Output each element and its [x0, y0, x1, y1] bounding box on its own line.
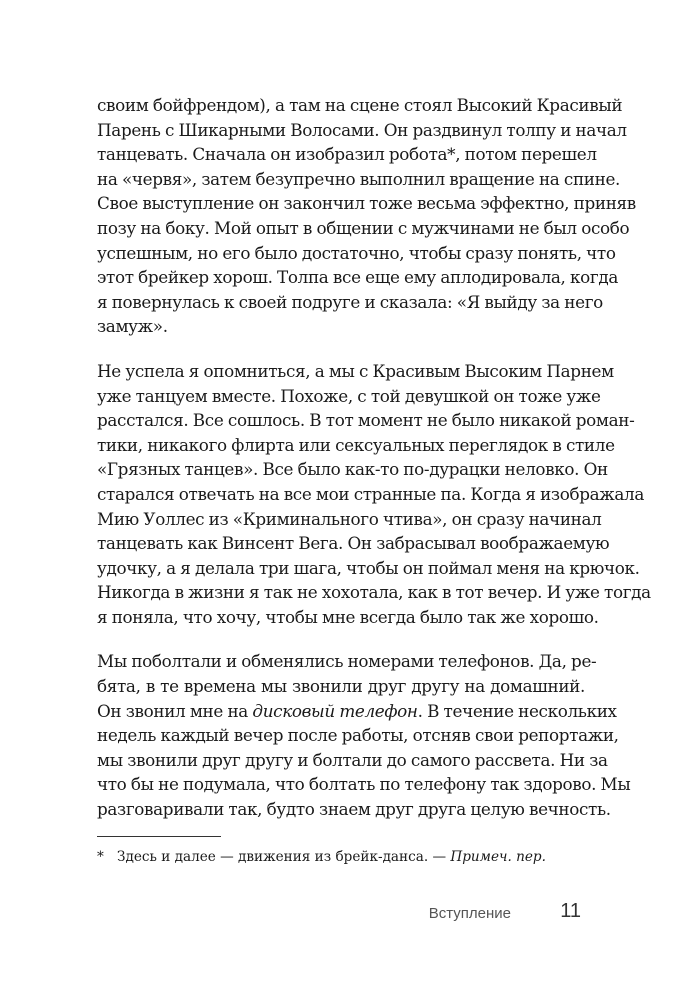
paragraph-1 — [97, 93, 636, 339]
text-line: уже танцуем вместе. Похоже, с той девушкой он тоже уже — [97, 385, 601, 406]
text-line: мы звонили друг другу и болтали до самого рассвета. Ни за — [97, 749, 608, 770]
text-line: позу на боку. Мой опыт в общении с мужчинами не был особо — [97, 217, 630, 238]
text-line: расстался. Все сошлось. В тот момент не было никакой роман- — [97, 410, 635, 431]
footnote-text: Здесь и далее — движения из брейк-данса. — — [117, 849, 451, 865]
italic-phrase: дисковый телефон — [252, 700, 418, 721]
text-line: на «червя», затем безупречно выполнил вращение на спине. — [97, 168, 621, 189]
footnote — [97, 848, 585, 866]
text-line: тики, никакого флирта или сексуальных переглядок в стиле — [97, 434, 615, 455]
text-line: Парень с Шикарными Волосами. Он раздвинул толпу и начал — [97, 119, 627, 140]
text-line: Никогда в жизни я так не хохотала, как в тот вечер. И уже тогда — [97, 582, 651, 603]
text-run: Он звонил мне на — [97, 700, 253, 721]
text-line: Мы поболтали и обменялись номерами телефонов. Да, ре- — [97, 651, 597, 672]
text-line: я повернулась к своей подруге и сказала: «Я выйду за него — [97, 291, 603, 312]
text-line: своим бойфрендом), а там на сцене стоял Высокий Красивый — [97, 95, 623, 115]
text-line: Свое выступление он закончил тоже весьма эффектно, приняв — [97, 193, 636, 214]
text-line: недель каждый вечер после работы, отсняв свои репортажи, — [97, 725, 619, 746]
text-line: Не успела я опомниться, а мы с Красивым Высоким Парнем — [97, 360, 614, 381]
translator-note: Примеч. пер. — [450, 849, 546, 865]
text-line: я поняла, что хочу, чтобы мне всегда было так же хорошо. — [97, 606, 599, 627]
text-line: бята, в те времена мы звонили друг другу на домашний. — [97, 676, 585, 697]
text-line: успешным, но его было достаточно, чтобы сразу понять, что — [97, 242, 616, 263]
text-line: замуж». — [97, 316, 168, 337]
text-line: этот брейкер хорош. Толпа все еще ему аплодировала, когда — [97, 267, 618, 288]
text-line: что бы не подумала, что болтать по телефону так здорово. Мы — [97, 774, 631, 795]
footnote-asterisk: * — [97, 849, 104, 865]
text-line: удочку, а я делала три шага, чтобы он поймал меня на крючок. — [97, 557, 640, 578]
footnote-divider — [97, 836, 221, 837]
page-number: 11 — [560, 900, 581, 922]
text-line: танцевать как Винсент Вега. Он забрасывал воображаемую — [97, 533, 610, 554]
text-line: Мию Уоллес из «Криминального чтива», он сразу начинал — [97, 508, 602, 529]
body-text — [97, 93, 651, 842]
text-line: «Грязных танцев». Все было как-то по-дурацки неловко. Он — [97, 459, 608, 480]
paragraph-2 — [97, 359, 651, 630]
paragraph-3 — [97, 649, 631, 821]
text-line: танцевать. Сначала он изобразил робота*, потом перешел — [97, 144, 597, 165]
text-line-with-italic — [97, 699, 617, 724]
text-line: разговаривали так, будто знаем друг друга целую вечность. — [97, 799, 611, 820]
running-head: Вступление — [428, 905, 511, 922]
text-run: . В течение нескольких — [417, 700, 617, 721]
text-line: старался отвечать на все мои странные па. Когда я изображала — [97, 483, 644, 504]
